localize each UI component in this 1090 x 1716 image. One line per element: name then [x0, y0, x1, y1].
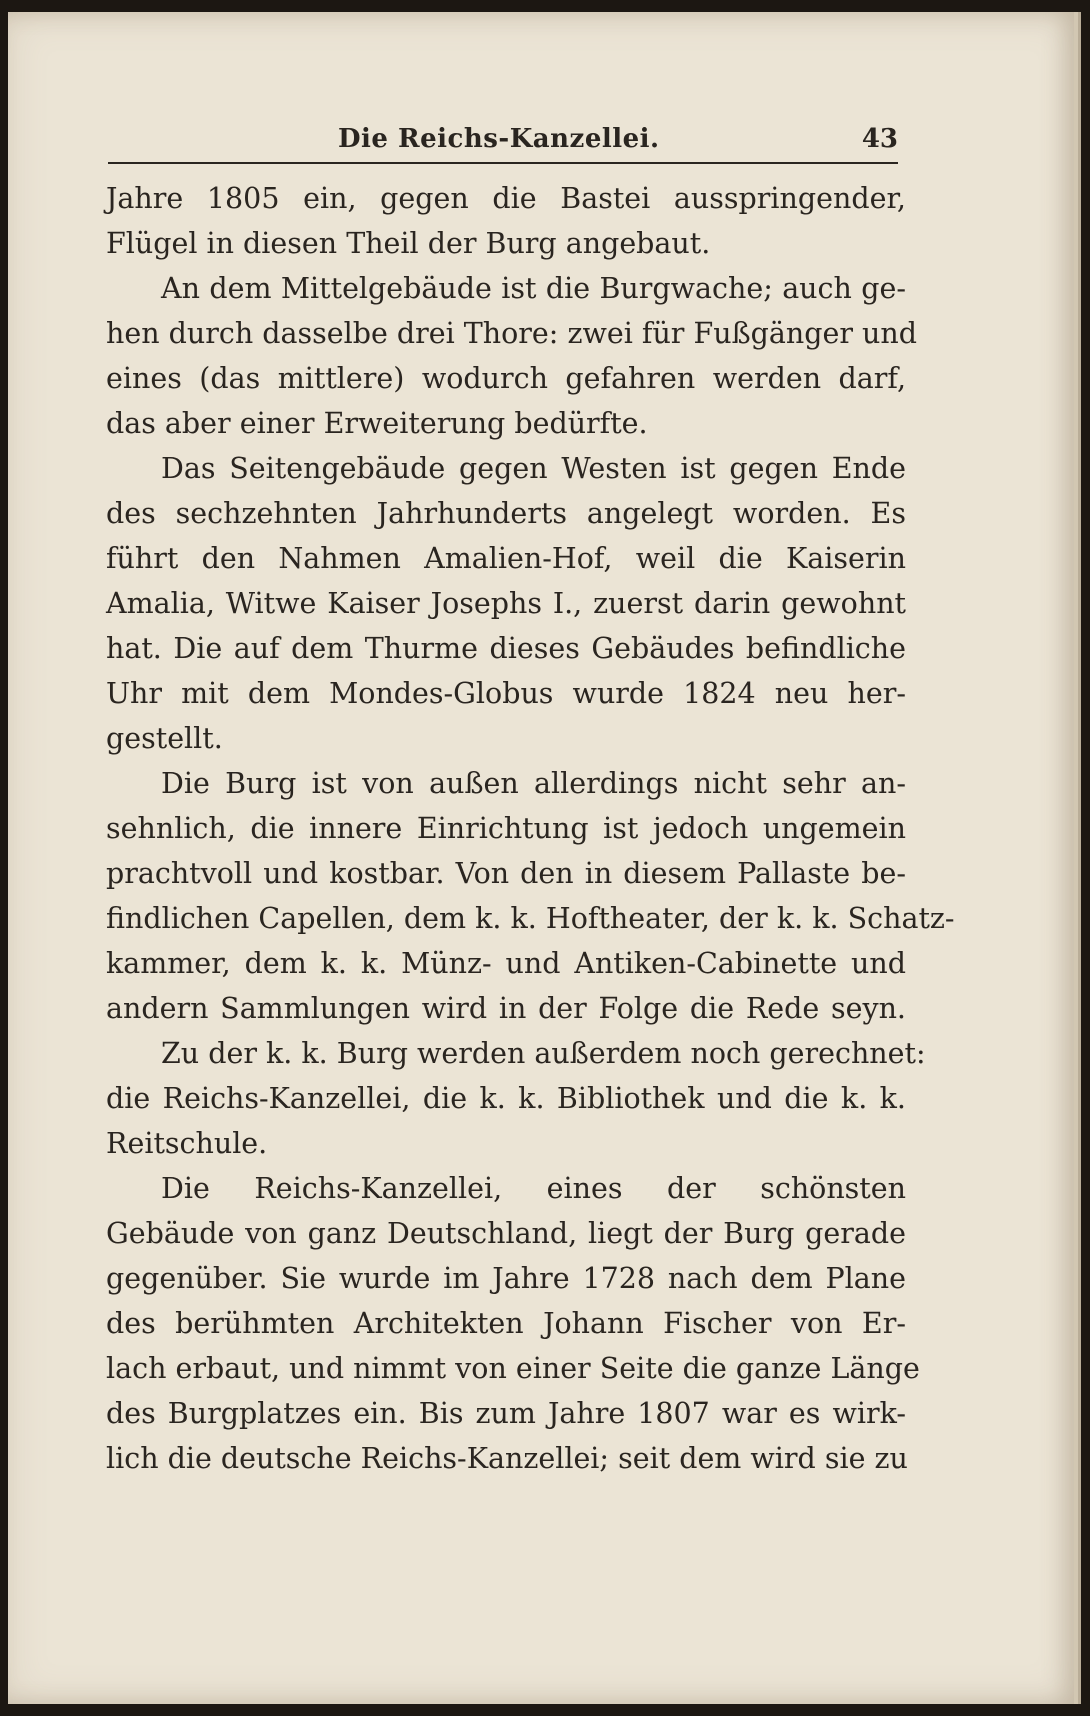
text-line: andern Sammlungen wird in der Folge die Rede seyn. [106, 992, 906, 1025]
text-line: eines (das mittlere) wodurch gefahren werden darf, [106, 362, 906, 395]
text-line: Jahre 1805 ein, gegen die Bastei ausspringender, [106, 182, 906, 215]
text-line: kammer, dem k. k. Münz- und Antiken-Cabinette und [106, 947, 906, 980]
running-title: Die Reichs-Kanzellei. [338, 124, 660, 154]
text-line: Zu der k. k. Burg werden außerdem noch gerechnet: [161, 1037, 926, 1070]
text-line: Die Reichs-Kanzellei, eines der schönsten [161, 1172, 906, 1205]
text-line: hen durch dasselbe drei Thore: zwei für Fußgänger und [106, 317, 917, 350]
text-line: lich die deutsche Reichs-Kanzellei; seit dem wird sie zu [106, 1442, 908, 1475]
text-line: lach erbaut, und nimmt von einer Seite die ganze Länge [106, 1352, 920, 1385]
page-number: 43 [861, 124, 898, 154]
text-line: Das Seitengebäude gegen Westen ist gegen Ende [161, 452, 906, 485]
text-line: führt den Nahmen Amalien-Hof, weil die Kaiserin [106, 542, 906, 575]
header-rule [108, 162, 898, 164]
text-line: Die Burg ist von außen allerdings nicht sehr an- [161, 767, 906, 800]
text-line: Uhr mit dem Mondes-Globus wurde 1824 neu her- [106, 677, 906, 710]
text-line: des berühmten Architekten Johann Fischer von Er- [106, 1307, 906, 1340]
text-line: die Reichs-Kanzellei, die k. k. Bibliothek und die k. k. [106, 1082, 906, 1115]
body-text [106, 176, 955, 1481]
text-line: prachtvoll und kostbar. Von den in diesem Pallaste be- [106, 857, 906, 890]
text-line: Amalia, Witwe Kaiser Josephs I., zuerst darin gewohnt [106, 587, 906, 620]
text-line: des sechzehnten Jahrhunderts angelegt worden. Es [106, 497, 906, 530]
text-line: An dem Mittelgebäude ist die Burgwache; auch ge- [161, 272, 906, 305]
text-line: des Burgplatzes ein. Bis zum Jahre 1807 war es wirk- [106, 1397, 906, 1430]
text-line: hat. Die auf dem Thurme dieses Gebäudes befindliche [106, 632, 906, 665]
book-page [8, 12, 1081, 1704]
page-edge [1074, 12, 1078, 1704]
text-line: sehnlich, die innere Einrichtung ist jedoch ungemein [106, 812, 906, 845]
text-line: Gebäude von ganz Deutschland, liegt der Burg gerade [106, 1217, 906, 1250]
text-line: gegenüber. Sie wurde im Jahre 1728 nach dem Plane [106, 1262, 906, 1295]
text-line: findlichen Capellen, dem k. k. Hoftheater, der k. k. Schatz- [106, 902, 955, 935]
text-line: Reitschule. [106, 1127, 268, 1160]
text-line: das aber einer Erweiterung bedürfte. [106, 407, 648, 440]
text-line: gestellt. [106, 722, 223, 755]
page-header [108, 120, 898, 160]
text-line: Flügel in diesen Theil der Burg angebaut. [106, 227, 711, 260]
